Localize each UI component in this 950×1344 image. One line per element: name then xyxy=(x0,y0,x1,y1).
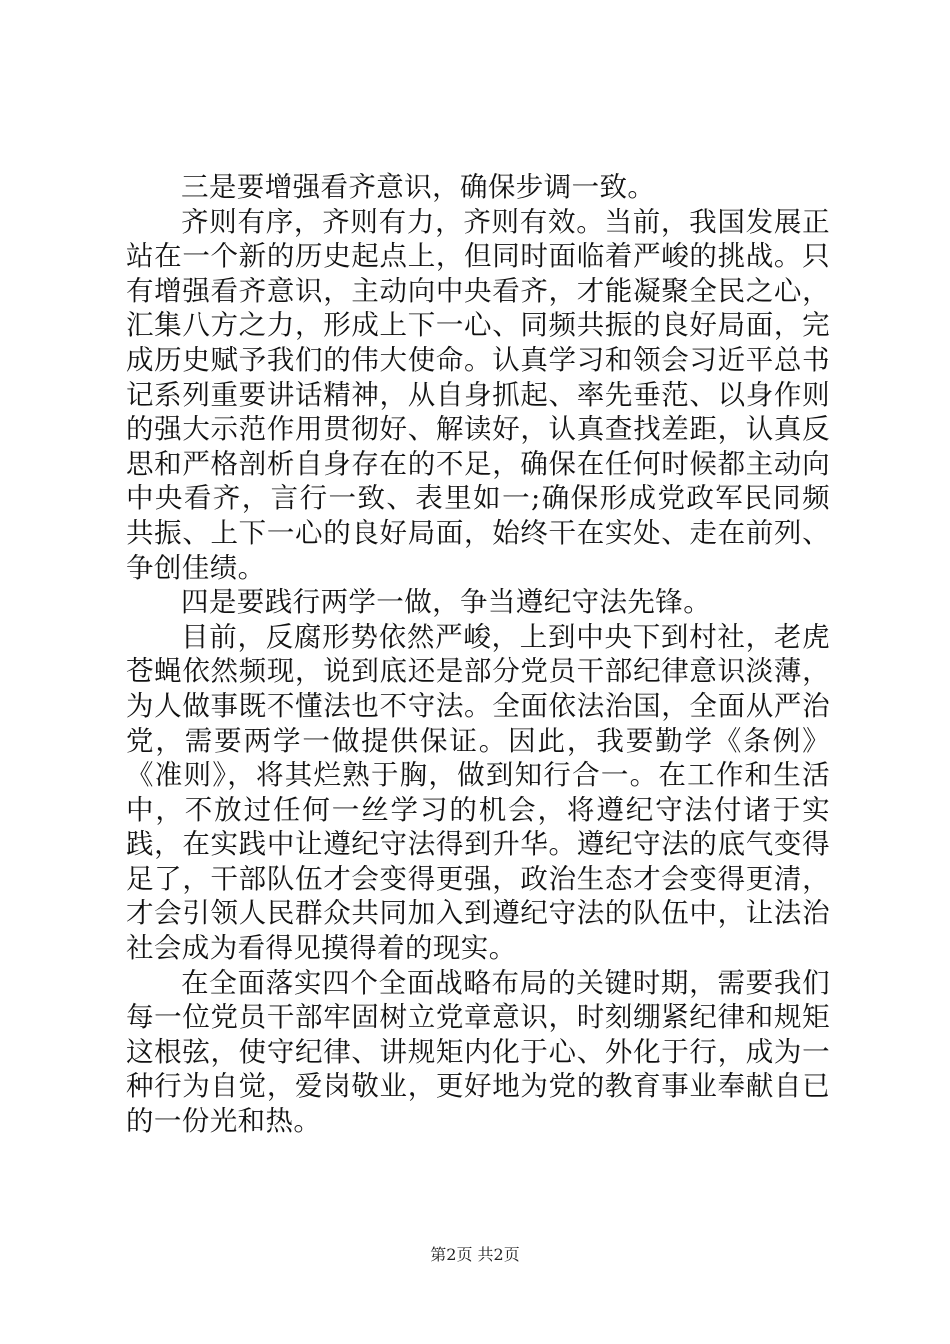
paragraph-section-three-body: 齐则有序，齐则有力，齐则有效。当前，我国发展正站在一个新的历史起点上，但同时面临着严峻的挑战。只有增强看齐意识，主动向中央看齐，才能凝聚全民之心，汇集八方之力，形成上下一心、同频共振的良好局面，完成历史赋予我们的伟大使命。认真学习和领会习近平总书记系列重要讲话精神，从自身抓起、率先垂范、以身作则的强大示范作用贯彻好、解读好，认真查找差距，认真反思和严格剖析自身存在的不足，确保在任何时候都主动向中央看齐，言行一致、表里如一;确保形成党政军民同频共振、上下一心的良好局面，始终干在实处、走在前列、争创佳绩。 xyxy=(126,205,830,584)
document-body xyxy=(126,170,830,1139)
paragraph-section-four-body: 目前，反腐形势依然严峻，上到中央下到村社，老虎苍蝇依然频现，说到底还是部分党员干部纪律意识淡薄，为人做事既不懂法也不守法。全面依法治国，全面从严治党，需要两学一做提供保证。因此，我要勤学《条例》《准则》，将其烂熟于胸，做到知行合一。在工作和生活中，不放过任何一丝学习的机会，将遵纪守法付诸于实践，在实践中让遵纪守法得到升华。遵纪守法的底气变得足了，干部队伍才会变得更强，政治生态才会变得更清，才会引领人民群众共同加入到遵纪守法的队伍中，让法治社会成为看得见摸得着的现实。 xyxy=(126,620,830,965)
paragraph-conclusion: 在全面落实四个全面战略布局的关键时期，需要我们每一位党员干部牢固树立党章意识，时刻绷紧纪律和规矩这根弦，使守纪律、讲规矩内化于心、外化于行，成为一种行为自觉，爱岗敬业，更好地为党的教育事业奉献自已的一份光和热。 xyxy=(126,966,830,1138)
paragraph-section-three-heading: 三是要增强看齐意识，确保步调一致。 xyxy=(181,171,656,203)
page-number-footer: 第2页 共2页 xyxy=(430,1245,520,1264)
paragraph-section-four-heading: 四是要践行两学一做，争当遵纪守法先锋。 xyxy=(181,586,712,619)
